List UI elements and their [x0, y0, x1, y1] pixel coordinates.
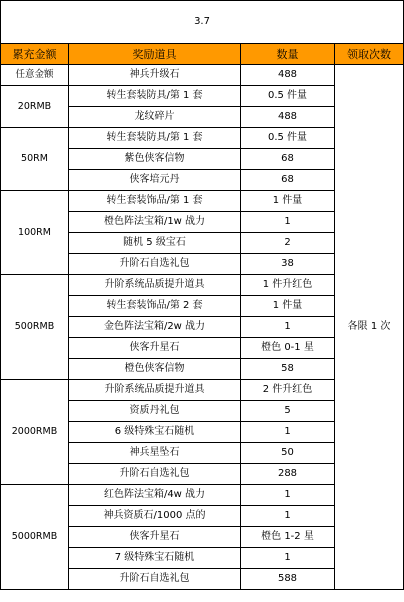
reward-item-cell: 神兵资质石/1000 点的 [69, 506, 241, 527]
reward-item-cell: 转生套装防具/第 1 套 [69, 86, 241, 107]
tier-amount-cell: 2000RMB [1, 380, 69, 485]
title-row [1, 1, 404, 44]
reward-item-cell: 6 级特殊宝石随机 [69, 422, 241, 443]
reward-item-cell: 侠客升星石 [69, 338, 241, 359]
reward-item-cell: 红色阵法宝箱/4w 战力 [69, 485, 241, 506]
reward-quantity-cell: 1 [241, 485, 335, 506]
reward-quantity-cell: 1 [241, 317, 335, 338]
header-quantity: 数量 [241, 44, 335, 65]
reward-item-cell: 转生套装饰品/第 2 套 [69, 296, 241, 317]
reward-item-cell: 橙色阵法宝箱/1w 战力 [69, 212, 241, 233]
tier-amount-cell: 50RM [1, 128, 69, 191]
reward-quantity-cell: 1 [241, 422, 335, 443]
reward-table-body [1, 1, 404, 590]
reward-quantity-cell: 橙色 1-2 星 [241, 527, 335, 548]
reward-quantity-cell: 288 [241, 464, 335, 485]
reward-item-cell: 升阶石自选礼包 [69, 254, 241, 275]
reward-item-cell: 龙纹碎片 [69, 107, 241, 128]
sheet-title: 3.7 [1, 1, 404, 44]
reward-item-cell: 转生套装防具/第 1 套 [69, 128, 241, 149]
reward-quantity-cell: 488 [241, 65, 335, 86]
reward-item-cell: 升阶系统品质提升道具 [69, 380, 241, 401]
reward-quantity-cell: 2 件升红色 [241, 380, 335, 401]
claim-limit-cell: 各限 1 次 [335, 65, 404, 590]
reward-item-cell: 7 级特殊宝石随机 [69, 548, 241, 569]
reward-quantity-cell: 5 [241, 401, 335, 422]
reward-quantity-cell: 1 件量 [241, 296, 335, 317]
header-item: 奖励道具 [69, 44, 241, 65]
reward-item-cell: 橙色侠客信物 [69, 359, 241, 380]
reward-item-cell: 资质丹礼包 [69, 401, 241, 422]
reward-quantity-cell: 1 [241, 506, 335, 527]
reward-quantity-cell: 58 [241, 359, 335, 380]
reward-quantity-cell: 0.5 件量 [241, 86, 335, 107]
reward-quantity-cell: 1 件量 [241, 191, 335, 212]
reward-quantity-cell: 488 [241, 107, 335, 128]
header-claim-times: 领取次数 [335, 44, 404, 65]
tier-amount-cell: 5000RMB [1, 485, 69, 590]
reward-item-cell: 侠客升星石 [69, 527, 241, 548]
reward-quantity-cell: 68 [241, 149, 335, 170]
tier-amount-cell: 500RMB [1, 275, 69, 380]
reward-item-cell: 转生套装饰品/第 1 套 [69, 191, 241, 212]
reward-quantity-cell: 50 [241, 443, 335, 464]
tier-amount-cell: 任意金额 [1, 65, 69, 86]
reward-item-cell: 神兵升级石 [69, 65, 241, 86]
reward-quantity-cell: 0.5 件量 [241, 128, 335, 149]
reward-quantity-cell: 1 [241, 212, 335, 233]
reward-quantity-cell: 1 [241, 548, 335, 569]
reward-quantity-cell: 橙色 0-1 星 [241, 338, 335, 359]
header-amount: 累充金额 [1, 44, 69, 65]
reward-item-cell: 紫色侠客信物 [69, 149, 241, 170]
reward-item-cell: 侠客培元丹 [69, 170, 241, 191]
tier-amount-cell: 20RMB [1, 86, 69, 128]
reward-item-cell: 升阶石自选礼包 [69, 464, 241, 485]
table-row [1, 65, 404, 86]
reward-quantity-cell: 588 [241, 569, 335, 590]
reward-quantity-cell: 68 [241, 170, 335, 191]
tier-amount-cell: 100RM [1, 191, 69, 275]
reward-quantity-cell: 2 [241, 233, 335, 254]
reward-quantity-cell: 1 件升红色 [241, 275, 335, 296]
reward-item-cell: 随机 5 级宝石 [69, 233, 241, 254]
reward-item-cell: 金色阵法宝箱/2w 战力 [69, 317, 241, 338]
reward-item-cell: 升阶系统品质提升道具 [69, 275, 241, 296]
reward-item-cell: 神兵星坠石 [69, 443, 241, 464]
reward-quantity-cell: 38 [241, 254, 335, 275]
reward-item-cell: 升阶石自选礼包 [69, 569, 241, 590]
header-row [1, 44, 404, 65]
